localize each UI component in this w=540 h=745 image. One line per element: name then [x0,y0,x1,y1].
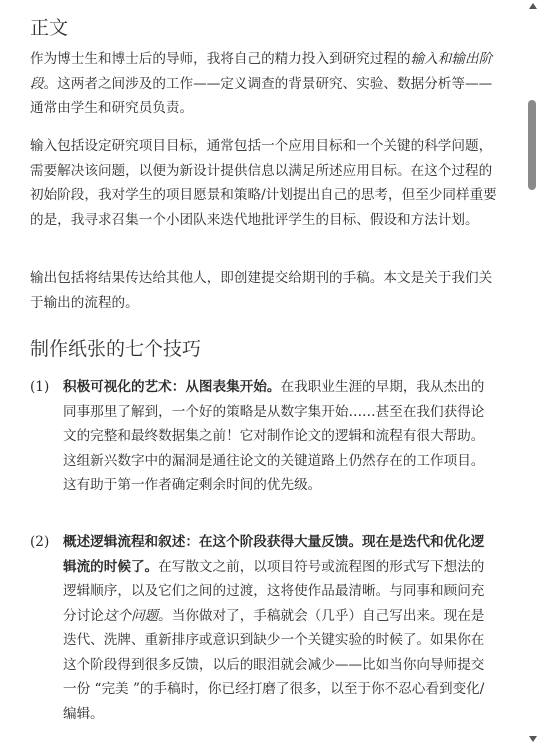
scroll-up-arrow-icon[interactable] [529,3,537,9]
tip-title: 积极可视化的艺术：从图表集开始。 [63,379,281,395]
paragraph-intro-text: 作为博士生和博士后的导师，我将自己的精力投入到研究过程的 [30,51,411,67]
tip-text-emphasis: 这个问题 [103,607,159,624]
paragraph-inputs: 输入包括设定研究项目目标，通常包括一个应用目标和一个关键的科学问题，需要解决该问题，以便为新设计提供信息以满足所述应用目标。在这个过程的初始阶段，我对学生的项目愿景和策略/计划提出自己的思考，但至少同样重要的是，我寻求召集一个小团队来迭代地批评学生的目标、假设和方法计划。 [30,138,497,228]
tip-body [63,375,493,498]
tip-title: 概述逻辑流程和叙述：在这个阶段获得大量反馈。现在是迭代和优化逻辑流的时候了。 [63,534,485,575]
section-heading-main: 正文 [30,17,69,39]
section-heading-tips: 制作纸张的七个技巧 [30,338,202,360]
tip-number: (2) [30,534,50,550]
tip-item-1 [30,375,498,498]
scroll-down-arrow-icon[interactable] [529,736,537,742]
paragraph-intro-text-end: 。这两者之间涉及的工作——定义调查的背景研究、实验、数据分析等——通常由学生和研究员负责。 [30,75,493,116]
paragraph-outputs: 输出包括将结果传达给其他人，即创建提交给期刊的手稿。本文是关于我们关于输出的流程的。 [30,270,493,311]
paragraph-intro-emphasis: 输入和输出阶段 [30,51,493,92]
vertical-scrollbar[interactable] [526,0,540,745]
tip-item-2 [30,530,498,726]
tip-body [63,530,493,726]
tip-text: 在写散文之前，以项目符号或流程图的形式写下想法的逻辑顺序，以及它们之间的过渡，这将使作品最清晰。与同事和顾问充分讨论 [63,558,485,624]
tip-text-end: 。当你做对了，手稿就会（几乎）自己写出来。现在是迭代、洗牌、重新排序或意识到缺少一个关键实验的时候了。如果你在这个阶段得到很多反馈，以后的眼泪就会减少——比如当你向导师提交一份 “完美 ”的手稿时，你已经打磨了很多，以至于你不忍心看到变化/编辑。 [63,607,485,722]
scrollbar-thumb[interactable] [528,100,536,190]
tip-text: 在我职业生涯的早期，我从杰出的同事那里了解到，一个好的策略是从数字集开始……甚至在我们获得论文的完整和最终数据集之前！它对制作论文的逻辑和流程有很大帮助。这组新兴数字中的漏洞是通往论文的关键道路上仍然存在的工作项目。这有助于第一作者确定剩余时间的优先级。 [63,379,485,493]
paragraph-intro [30,47,498,121]
tip-number: (1) [30,379,50,395]
